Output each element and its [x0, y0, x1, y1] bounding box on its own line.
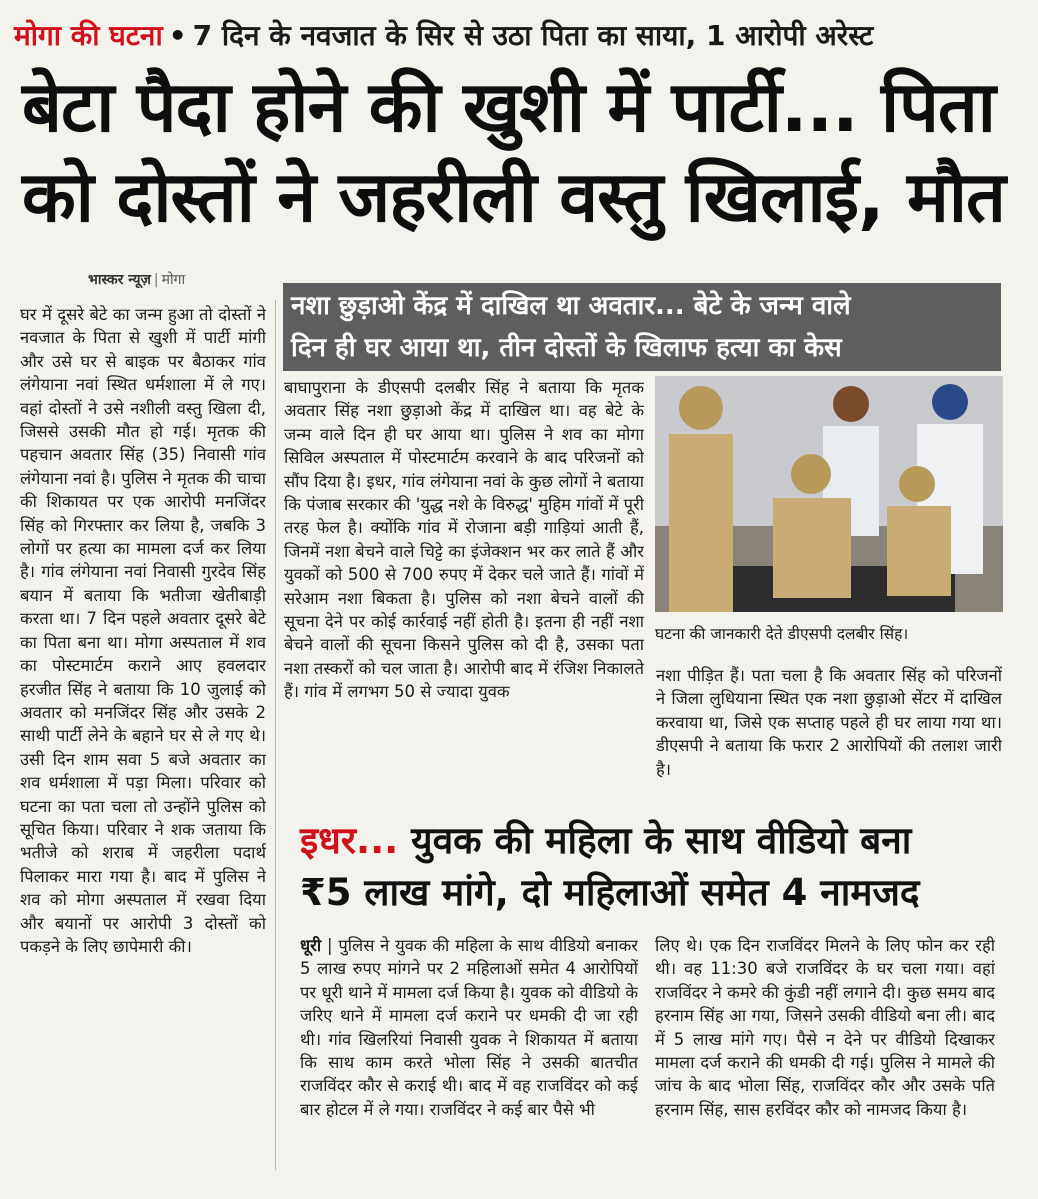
subhead-line-1: नशा छुड़ाओ केंद्र में दाखिल था अवतार... बेटे के जन्म वाले — [291, 291, 851, 321]
main-headline — [22, 62, 1022, 242]
photo-caption: घटना की जानकारी देते डीएसपी दलबीर सिंह। — [655, 625, 909, 643]
byline-place: मोगा — [161, 272, 186, 288]
story2-headline — [300, 815, 1005, 919]
story1-column-1: घर में दूसरे बेटे का जन्म हुआ तो दोस्तों ने नवजात के पिता से खुशी में पार्टी मांगी और उसे घर से बाइक पर बैठाकर गांव लंगेयाना नवां स्थित धर्मशाला में ले गए। वहां दोस्तों ने उसे नशीली वस्तु खिला दी, जिससे उसकी मौत हो गई। मृतक की पहचान अवतार सिंह (35) निवासी गांव लंगेयाना नवां है। पुलिस ने मृतक की चाचा की शिकायत पर एक आरोपी मनजिंदर सिंह को गिरफ्तार कर लिया है, जबकि 3 लोगों पर हत्या का मामला दर्ज कर लिया है। गांव लंगेयाना नवां निवासी गुरदेव सिंह बयान में बताया कि भतीजा खेतीबाड़ी करता था। 7 दिन पहले अवतार दूसरे बेटे का पिता बना था। मोगा अस्पताल में शव का पोस्टमार्टम कराने आए हवलदार हरजीत सिंह ने बताया कि 10 जुलाई को अवतार को मनजिंदर सिंह और उसके 2 साथी पार्टी लेने के बहाने घर से ले गए थे। उसी दिन शाम सवा 5 बजे अवतार का शव धर्मशाला में पड़ा मिला। परिवार को घटना का पता चला तो उन्होंने पुलिस को सूचित किया। परिवार ने शक जताया कि भतीजे को शराब में जहरीला पदार्थ पिलाकर मारा गया है। बाद में पुलिस ने शव को मोगा अस्पताल में रखवा दिया और बयानों पर आरोपी 3 दोस्तों को पकड़ने के लिए छापेमारी की। — [20, 305, 266, 956]
story2-column-2: लिए थे। एक दिन राजविंदर मिलने के लिए फोन कर रही थी। वह 11:30 बजे राजविंदर के घर चला गया। वहां राजविंदर ने कमरे की कुंडी नहीं लगाने दी। कुछ समय बाद हरनाम सिंह आ गया, जिसने उसकी वीडियो बना ली। बाद में 5 लाख मांगे गए। पैसे न देने पर वीडियो दिखाकर मामला दर्ज कराने की धमकी दी गई। पुलिस ने मामले की जांच के बाद भोला सिंह, राजविंदर कौर और उसके पति हरनाम सिंह, सास हरविंदर कौर को नामजद किया है। — [655, 936, 995, 1119]
story2-column-1 — [300, 934, 638, 1174]
column-divider — [275, 300, 276, 1170]
story2-dateline: धूरी — [300, 936, 322, 955]
story2-text-1: पुलिस ने युवक की महिला के साथ वीडियो बनाकर 5 लाख रुपए मांगने पर 2 महिलाओं समेत 4 आरोपियों पर धूरी थाने में मामला दर्ज किया है। युवक को वीडियो के जरिए थाने में मामला दर्ज कराने पर धमकी दी जा रही थी। गांव खिलरियां निवासी युवक ने शिकायत में बताया कि साथ काम करते भोला सिंह ने उसकी बातचीत राजविंदर कौर से कराई थी। बाद में वह राजविंदर को कई बार होटल में ले गया। राजविंदर ने कई बार पैसे भी — [300, 936, 638, 1119]
story1-column-2: बाघापुराना के डीएसपी दलबीर सिंह ने बताया कि मृतक अवतार सिंह नशा छुड़ाओ केंद्र में दाखिल था। वह बेटे के जन्म वाले दिन ही घर आया था। पुलिस ने शव का मोगा सिविल अस्पताल में पोस्टमार्टम करवाने के बाद परिजनों को सौंप दिया है। इधर, गांव लंगेयाना नवां के कुछ लोगों ने बताया कि पंजाब सरकार की 'युद्ध नशे के विरुद्ध' मुहिम गांवों में पूरी तरह फेल है। क्योंकि गांव में रोजाना बड़ी गाड़ियां आती हैं, जिनमें नशा बेचने वाले चिट्टे का इंजेक्शन भर कर लाते हैं और युवकों को 500 से 700 रुपए में देकर चले जाते हैं। गांवों में सरेआम नशा बिकता है। पुलिस को नशा बेचने वालों की सूचना देने पर कोई कार्रवाई नहीं होती है। इतना ही नहीं नशा बेचने वालों की सूचना किसने पुलिस को दी है, उसका पता नशा तस्करों को चल जाता है। आरोपी बाद में रंजिश निकालते हैं। गांव में लगभग 50 से ज्यादा युवक — [284, 378, 644, 702]
headline-line-2: को दोस्तों ने जहरीली वस्तु खिलाई, मौत — [22, 156, 1005, 238]
subhead-line-2: दिन ही घर आया था, तीन दोस्तों के खिलाफ हत्या का केस — [291, 333, 842, 363]
story2-dateline-sep: | — [326, 936, 333, 955]
police-officers-photo — [655, 376, 1003, 612]
kicker-text: 7 दिन के नवजात के सिर से उठा पिता का साया, 1 आरोपी अरेस्ट — [192, 19, 874, 52]
byline-separator: | — [153, 272, 159, 288]
kicker-tag: मोगा की घटना — [14, 19, 163, 52]
kicker — [14, 14, 873, 58]
story2-head-line-2: ₹5 लाख मांगे, दो महिलाओं समेत 4 नामजद — [300, 871, 920, 914]
story1-column-3: नशा पीड़ित हैं। पता चला है कि अवतार सिंह को परिजनों ने जिला लुधियाना स्थित एक नशा छुड़ाओ सेंटर में दाखिल करवाया था, जिसे एक सप्ताह पहले ही घर लाया गया था। डीएसपी ने बताया कि फरार 2 आरोपियों की तलाश जारी है। — [656, 666, 1002, 779]
press-photo — [655, 376, 1003, 612]
byline-agency: भास्कर न्यूज़ — [88, 272, 151, 288]
kicker-bullet: • — [168, 19, 187, 52]
story2-lead: इधर... — [300, 819, 399, 862]
story2-head-line-1: युवक की महिला के साथ वीडियो बना — [411, 819, 912, 862]
byline — [88, 270, 185, 289]
story1-subhead — [283, 283, 1001, 371]
headline-line-1: बेटा पैदा होने की खुशी में पार्टी... पिता — [22, 66, 995, 148]
